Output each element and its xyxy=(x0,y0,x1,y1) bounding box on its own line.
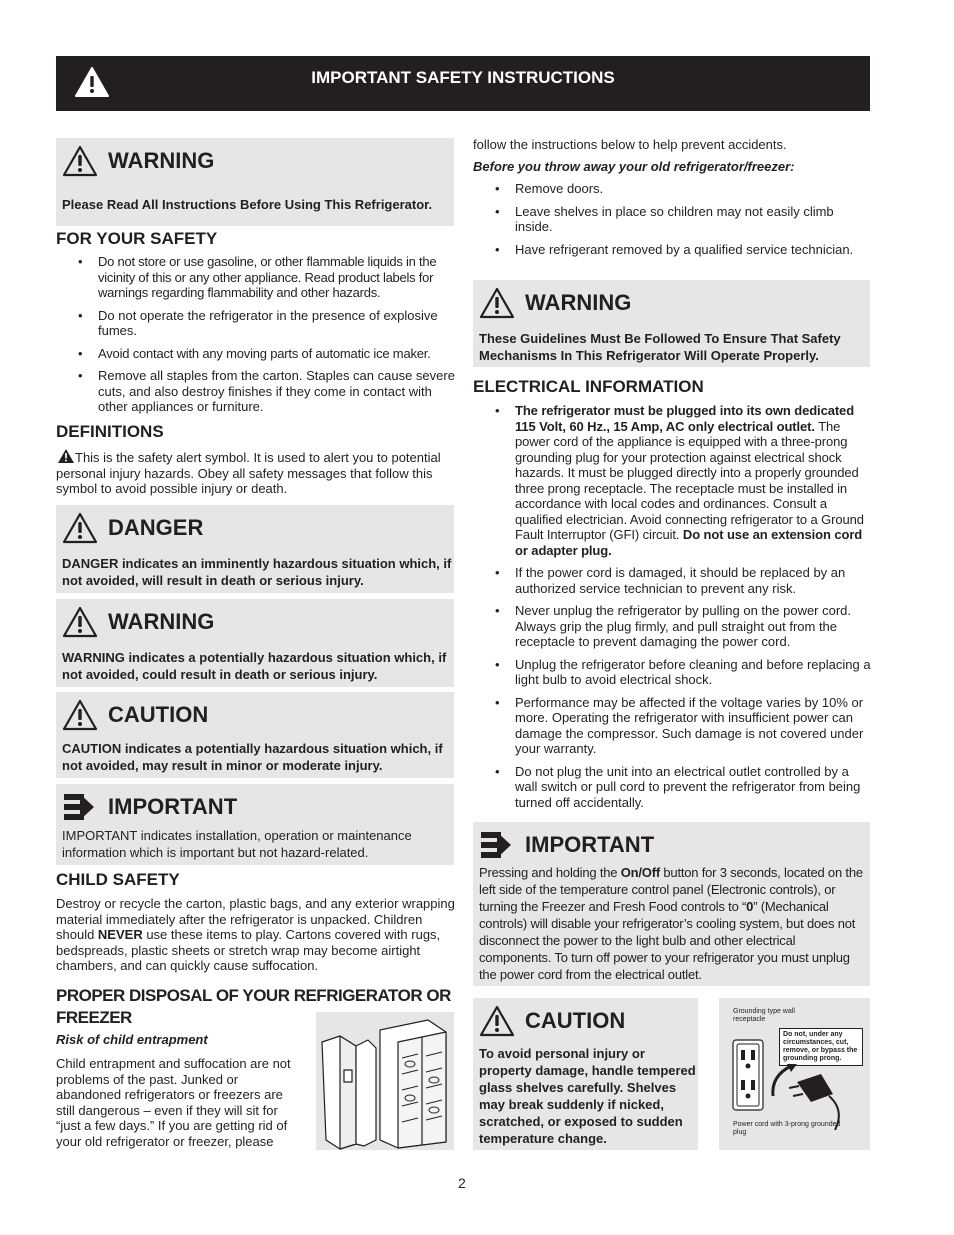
text-run: ” (Mechanical controls) will disable your refrigerator’s cooling system, but does not disconnect the power to the light bulb and other electrical components. To turn off power to your refrigerator you must unplug the power cord from the electrical outlet. xyxy=(479,899,856,982)
refrigerator-icon xyxy=(316,1012,454,1150)
box-title: IMPORTANT xyxy=(108,794,238,819)
text-run-bold: NEVER xyxy=(97,927,143,942)
box-title: WARNING xyxy=(108,609,215,634)
box-text: IMPORTANT indicates installation, operation or maintenance information which is important but not hazard-related. xyxy=(62,828,412,860)
warning-box xyxy=(473,280,870,367)
text-run-bold: Do not use an extension cord or adapter plug. xyxy=(515,527,863,558)
box-text: To avoid personal injury or property damage, handle tempered glass shelves carefully. Shelves may break suddenly if nicked, scratched, or exposed to sudden temperature change. xyxy=(479,1046,696,1146)
text-run: use these items to play. Cartons covered with rugs, bedspreads, plastic sheets or stretch wrap may become airtight chambers, and can quickly cause suffocation. xyxy=(56,927,441,973)
box-text: DANGER indicates an imminently hazardous situation which, if not avoided, will result in death or serious injury. xyxy=(62,556,452,588)
list-item: • Remove all staples from the carton. Staples can cause severe cuts, and also destroy finishes if they come in contact with other appliances or furniture. xyxy=(56,368,456,415)
box-text: Please Read All Instructions Before Using This Refrigerator. xyxy=(62,197,433,212)
warning-icon xyxy=(479,1005,515,1037)
caution-box xyxy=(473,998,698,1150)
section-heading: CHILD SAFETY xyxy=(56,870,180,889)
arrow-right-icon xyxy=(479,829,515,861)
illustration-label: Power cord with 3-prong grounded plug xyxy=(733,1121,841,1136)
box-title: WARNING xyxy=(525,290,632,315)
section-heading: PROPER DISPOSAL OF YOUR REFRIGERATOR OR FREEZER xyxy=(56,986,451,1027)
important-box xyxy=(56,784,454,865)
child-safety-text xyxy=(56,896,456,974)
list-item: • Have refrigerant removed by a qualified service technician. xyxy=(473,242,873,258)
box-text: WARNING indicates a potentially hazardous situation which, if not avoided, could result in death or serious injury. xyxy=(62,650,447,682)
list-item: • Remove doors. xyxy=(473,181,873,197)
box-title: CAUTION xyxy=(525,1008,626,1033)
warning-box xyxy=(56,599,454,687)
header-bar xyxy=(56,56,870,111)
illustration-warning-label: Do not, under any circumstances, cut, remove, or bypass the grounding prong. xyxy=(779,1028,863,1066)
box-text: CAUTION indicates a potentially hazardous situation which, if not avoided, may result in minor or moderate injury. xyxy=(62,741,443,773)
section-heading: DEFINITIONS xyxy=(56,422,164,441)
illustration-label: Grounding type wall receptacle xyxy=(733,1008,795,1023)
continued-text: follow the instructions below to help prevent accidents. xyxy=(473,137,787,152)
page-title: IMPORTANT SAFETY INSTRUCTIONS xyxy=(311,68,615,87)
page-number: 2 xyxy=(458,1175,466,1191)
subheading: Risk of child entrapment xyxy=(56,1032,208,1047)
caution-box xyxy=(56,692,454,778)
list-item: • Unplug the refrigerator before cleaning and before replacing a light bulb to avoid electrical shock. xyxy=(473,657,873,688)
outlet-illustration xyxy=(719,998,870,1150)
box-text: These Guidelines Must Be Followed To Ensure That Safety Mechanisms In This Refrigerator Will Operate Properly. xyxy=(479,331,841,363)
warning-icon xyxy=(62,145,98,177)
section-heading: ELECTRICAL INFORMATION xyxy=(473,377,704,396)
text-run: button for 3 seconds, located on the left side of the temperature control panel (Electronic controls), or turning the Freezer and Fresh Food controls to “ xyxy=(479,865,863,914)
warning-icon xyxy=(62,512,98,544)
list-item: • Never unplug the refrigerator by pulling on the power cord. Always grip the plug firmly, and pull straight out from the receptacle to prevent damaging the power cord. xyxy=(473,603,873,650)
definitions-text: This is the safety alert symbol. It is used to alert you to potential personal injury hazards. Obey all safety messages that follow this symbol to avoid possible injury or death. xyxy=(56,450,441,496)
list-item: • Do not store or use gasoline, or other flammable liquids in the vicinity of this or any other appliance. Read product labels for warnings regarding flammability and other hazards. xyxy=(56,254,456,301)
text-run-bold: The refrigerator must be plugged into its own dedicated 115 Volt, 60 Hz., 15 Amp, AC only electrical outlet. xyxy=(515,403,855,434)
text-run-bold: 0 xyxy=(746,899,754,914)
subheading: Before you throw away your old refrigerator/freezer: xyxy=(473,159,795,174)
electrical-list xyxy=(473,403,873,817)
list-item: • Performance may be affected if the voltage varies by 10% or more. Operating the refrigerator with insufficient power can damage the compressor. Such damage is not covered under your warranty. xyxy=(473,695,873,757)
warning-icon xyxy=(479,287,515,319)
danger-box xyxy=(56,505,454,593)
list-item xyxy=(473,403,873,558)
outlet-icon xyxy=(729,1036,859,1130)
important-box xyxy=(473,822,870,986)
box-title: IMPORTANT xyxy=(525,832,655,857)
list-item: • Avoid contact with any moving parts of automatic ice maker. xyxy=(56,346,456,362)
box-text xyxy=(479,864,867,983)
refrigerator-illustration xyxy=(316,1012,454,1150)
warning-icon xyxy=(62,699,98,731)
list-item: • Leave shelves in place so children may not easily climb inside. xyxy=(473,204,873,235)
box-title: WARNING xyxy=(108,148,215,173)
list-item: • Do not plug the unit into an electrical outlet controlled by a wall switch or pull cord to prevent the refrigerator from being turned off accidentally. xyxy=(473,764,873,811)
arrow-right-icon xyxy=(62,791,98,823)
warning-icon xyxy=(62,606,98,638)
text-run: The power cord of the appliance is equipped with a three-prong grounding plug for your protection against electrical shock hazards. It must be plugged directly into a properly grounded three prong receptacle. The receptacle must be installed in accordance with local codes and ordinances. Consult a qualified electrician. Avoid connecting refrigerator to a Ground Fault Interruptor (GFI) circuit. xyxy=(515,418,864,542)
box-title: DANGER xyxy=(108,515,204,540)
warning-box xyxy=(56,138,454,226)
text-run: Pressing and holding the xyxy=(479,865,621,880)
disposal-list xyxy=(473,181,873,264)
list-item: • If the power cord is damaged, it should be replaced by an authorized service technician to prevent any risk. xyxy=(473,565,873,596)
disposal-text: Child entrapment and suffocation are not problems of the past. Junked or abandoned refrigerators or freezers are still dangerous – even if they will sit for “just a few days.” If you are getting rid of your old refrigerator or freezer, please xyxy=(56,1056,291,1149)
box-title: CAUTION xyxy=(108,702,209,727)
safety-list xyxy=(56,254,456,422)
section-heading: FOR YOUR SAFETY xyxy=(56,229,218,248)
list-item: • Do not operate the refrigerator in the presence of explosive fumes. xyxy=(56,308,456,339)
text-run: Destroy or recycle the carton, plastic bags, and any exterior wrapping material immediately after the refrigerator is unpacked. Children should xyxy=(56,896,455,942)
text-run-bold: On/Off xyxy=(620,865,660,880)
